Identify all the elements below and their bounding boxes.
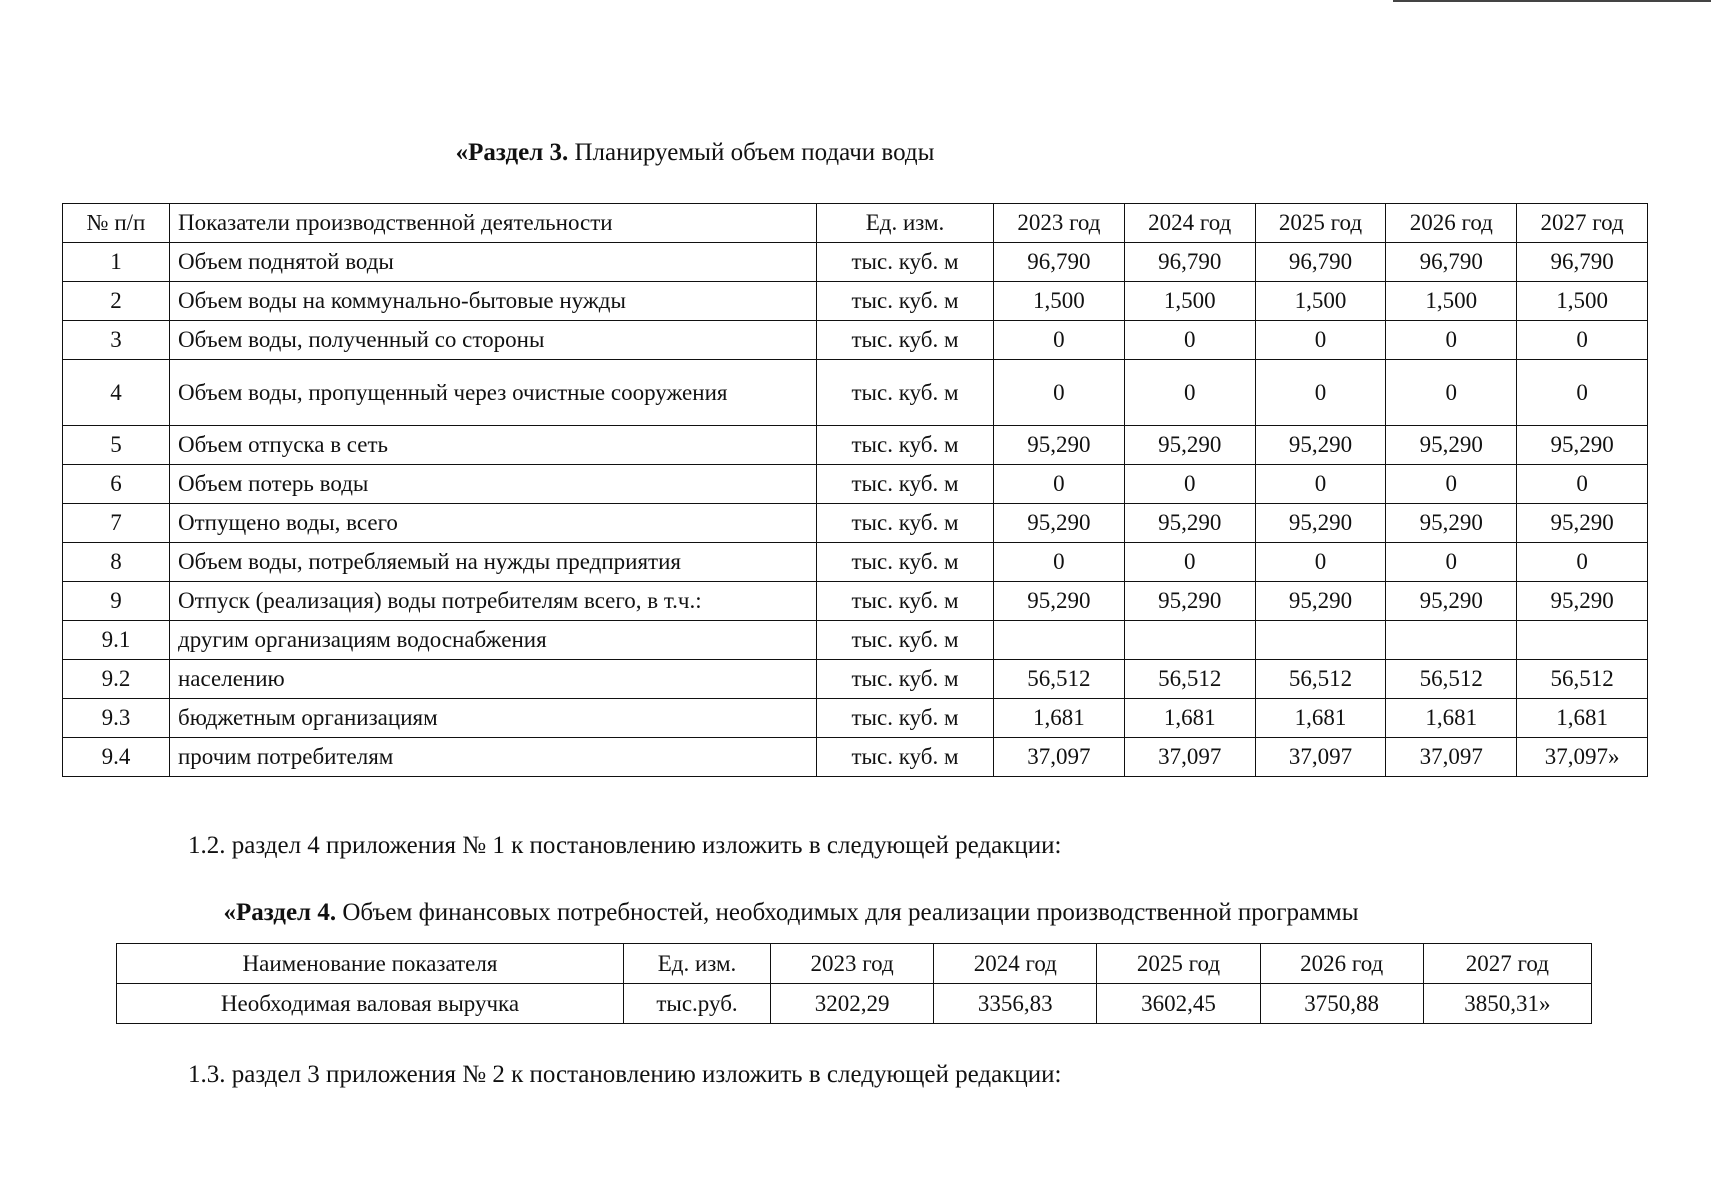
row-unit: тыс. куб. м bbox=[817, 543, 994, 582]
row-indicator-text: другим организациям водоснабжения bbox=[178, 627, 547, 652]
row-value-2023: 1,681 bbox=[994, 699, 1125, 738]
table-row bbox=[63, 738, 1648, 777]
table-header-row bbox=[117, 944, 1592, 984]
row-value-2023: 95,290 bbox=[994, 426, 1125, 465]
row-value-2027: 95,290 bbox=[1517, 504, 1648, 543]
section-4-title bbox=[0, 898, 1582, 928]
row-value-2025: 95,290 bbox=[1255, 582, 1386, 621]
table-row bbox=[63, 282, 1648, 321]
row-value-2023: 0 bbox=[994, 360, 1125, 426]
row-indicator-text: Объем воды, полученный со стороны bbox=[178, 327, 545, 352]
row-value-2025: 1,500 bbox=[1255, 282, 1386, 321]
row-value-2025: 37,097 bbox=[1255, 738, 1386, 777]
header-year-2023: 2023 год bbox=[771, 944, 934, 984]
row-value-2026: 0 bbox=[1386, 543, 1517, 582]
row-value-2024: 37,097 bbox=[1124, 738, 1255, 777]
header-year-2027: 2027 год bbox=[1423, 944, 1591, 984]
table-row bbox=[63, 504, 1648, 543]
row-value-2027: 1,681 bbox=[1517, 699, 1648, 738]
row-value-2024: 95,290 bbox=[1124, 582, 1255, 621]
row-value-2027: 95,290 bbox=[1517, 582, 1648, 621]
header-year-2027: 2027 год bbox=[1517, 204, 1648, 243]
row-unit: тыс. куб. м bbox=[817, 243, 994, 282]
row-value-2023: 1,500 bbox=[994, 282, 1125, 321]
row-value-2027: 0 bbox=[1517, 321, 1648, 360]
header-indicator: Показатели производственной деятельности bbox=[170, 204, 817, 243]
row-value-2027 bbox=[1517, 621, 1648, 660]
row-unit: тыс. куб. м bbox=[817, 660, 994, 699]
row-value-2023: 3202,29 bbox=[771, 984, 934, 1024]
header-unit: Ед. изм. bbox=[817, 204, 994, 243]
header-year-2026: 2026 год bbox=[1260, 944, 1423, 984]
paragraph-1-2: 1.2. раздел 4 приложения № 1 к постановлению изложить в следующей редакции: bbox=[188, 832, 1062, 859]
row-value-2026: 0 bbox=[1386, 321, 1517, 360]
row-value-2024: 96,790 bbox=[1124, 243, 1255, 282]
header-year-2023: 2023 год bbox=[994, 204, 1125, 243]
row-value-2025: 95,290 bbox=[1255, 426, 1386, 465]
row-value-2025: 0 bbox=[1255, 465, 1386, 504]
row-indicator bbox=[170, 360, 817, 426]
row-value-2023: 96,790 bbox=[994, 243, 1125, 282]
row-indicator bbox=[170, 504, 817, 543]
row-indicator-text: бюджетным организациям bbox=[178, 705, 438, 730]
row-value-2024: 0 bbox=[1124, 360, 1255, 426]
row-indicator-text: Объем воды на коммунально-бытовые нужды bbox=[178, 288, 626, 313]
row-indicator bbox=[170, 738, 817, 777]
water-supply-table-body bbox=[63, 243, 1648, 777]
row-num: 2 bbox=[63, 282, 170, 321]
row-unit: тыс.руб. bbox=[624, 984, 771, 1024]
row-indicator-text: Объем отпуска в сеть bbox=[178, 432, 389, 457]
row-value-2025: 95,290 bbox=[1255, 504, 1386, 543]
row-value-2025: 96,790 bbox=[1255, 243, 1386, 282]
row-value-2026: 0 bbox=[1386, 465, 1517, 504]
row-unit: тыс. куб. м bbox=[817, 738, 994, 777]
table-row bbox=[63, 360, 1648, 426]
row-value-2024: 0 bbox=[1124, 543, 1255, 582]
table-row bbox=[63, 465, 1648, 504]
row-value-2026: 0 bbox=[1386, 360, 1517, 426]
row-value-2024: 1,681 bbox=[1124, 699, 1255, 738]
table-row bbox=[63, 699, 1648, 738]
table-header-row bbox=[63, 204, 1648, 243]
header-year-2026: 2026 год bbox=[1386, 204, 1517, 243]
row-value-2026: 37,097 bbox=[1386, 738, 1517, 777]
row-indicator bbox=[170, 582, 817, 621]
row-value-2024: 1,500 bbox=[1124, 282, 1255, 321]
row-value-2024: 3356,83 bbox=[934, 984, 1097, 1024]
row-value-2026: 3750,88 bbox=[1260, 984, 1423, 1024]
row-num: 9 bbox=[63, 582, 170, 621]
row-value-2023: 95,290 bbox=[994, 504, 1125, 543]
row-value-2024: 56,512 bbox=[1124, 660, 1255, 699]
row-indicator-text: Отпущено воды, всего bbox=[178, 510, 398, 535]
row-value-2025: 56,512 bbox=[1255, 660, 1386, 699]
row-num: 9.2 bbox=[63, 660, 170, 699]
header-year-2025: 2025 год bbox=[1255, 204, 1386, 243]
header-year-2024: 2024 год bbox=[1124, 204, 1255, 243]
table-row bbox=[63, 426, 1648, 465]
row-unit: тыс. куб. м bbox=[817, 426, 994, 465]
header-year-2025: 2025 год bbox=[1097, 944, 1260, 984]
row-indicator-text: населению bbox=[178, 666, 285, 691]
row-value-2026: 95,290 bbox=[1386, 582, 1517, 621]
water-supply-table bbox=[62, 203, 1648, 777]
row-indicator-text: Отпуск (реализация) воды потребителям всего, в т.ч.: bbox=[178, 588, 702, 613]
section-4-title-rest: Объем финансовых потребностей, необходимых для реализации производственной программы bbox=[336, 899, 1359, 926]
row-value-2023: 0 bbox=[994, 321, 1125, 360]
row-value-2027: 0 bbox=[1517, 543, 1648, 582]
row-value-2026 bbox=[1386, 621, 1517, 660]
row-value-2027: 96,790 bbox=[1517, 243, 1648, 282]
row-indicator bbox=[170, 426, 817, 465]
paragraph-1-3: 1.3. раздел 3 приложения № 2 к постановлению изложить в следующей редакции: bbox=[188, 1061, 1062, 1088]
row-value-2027: 95,290 bbox=[1517, 426, 1648, 465]
row-num: 5 bbox=[63, 426, 170, 465]
row-num: 8 bbox=[63, 543, 170, 582]
row-value-2027: 1,500 bbox=[1517, 282, 1648, 321]
table-row bbox=[63, 621, 1648, 660]
row-value-2023: 0 bbox=[994, 465, 1125, 504]
row-label: Необходимая валовая выручка bbox=[117, 984, 624, 1024]
row-num: 6 bbox=[63, 465, 170, 504]
row-num: 1 bbox=[63, 243, 170, 282]
row-value-2027: 0 bbox=[1517, 465, 1648, 504]
row-value-2024: 0 bbox=[1124, 321, 1255, 360]
table-row bbox=[63, 321, 1648, 360]
row-value-2026: 95,290 bbox=[1386, 504, 1517, 543]
row-value-2024: 95,290 bbox=[1124, 504, 1255, 543]
row-value-2026: 95,290 bbox=[1386, 426, 1517, 465]
table-row bbox=[63, 543, 1648, 582]
header-indicator-name: Наименование показателя bbox=[117, 944, 624, 984]
row-indicator bbox=[170, 621, 817, 660]
header-num: № п/п bbox=[63, 204, 170, 243]
row-unit: тыс. куб. м bbox=[817, 699, 994, 738]
header-unit: Ед. изм. bbox=[624, 944, 771, 984]
row-value-2027: 0 bbox=[1517, 360, 1648, 426]
row-value-2024 bbox=[1124, 621, 1255, 660]
row-value-2024: 95,290 bbox=[1124, 426, 1255, 465]
row-indicator-text: Объем воды, пропущенный через очистные сооружения bbox=[178, 379, 728, 405]
row-value-2025: 0 bbox=[1255, 360, 1386, 426]
row-unit: тыс. куб. м bbox=[817, 282, 994, 321]
row-indicator-text: Объем поднятой воды bbox=[178, 249, 394, 274]
row-value-2026: 56,512 bbox=[1386, 660, 1517, 699]
section-3-title-bold: «Раздел 3. bbox=[455, 139, 569, 166]
row-value-2023: 0 bbox=[994, 543, 1125, 582]
scan-edge-line bbox=[1393, 0, 1711, 2]
row-unit: тыс. куб. м bbox=[817, 582, 994, 621]
row-value-2026: 1,500 bbox=[1386, 282, 1517, 321]
row-indicator bbox=[170, 543, 817, 582]
row-unit: тыс. куб. м bbox=[817, 621, 994, 660]
row-value-2026: 1,681 bbox=[1386, 699, 1517, 738]
row-indicator bbox=[170, 282, 817, 321]
row-num: 4 bbox=[63, 360, 170, 426]
table-row bbox=[63, 582, 1648, 621]
row-indicator bbox=[170, 465, 817, 504]
row-num: 9.3 bbox=[63, 699, 170, 738]
row-indicator bbox=[170, 699, 817, 738]
row-indicator-text: Объем потерь воды bbox=[178, 471, 369, 496]
row-value-2025: 1,681 bbox=[1255, 699, 1386, 738]
section-4-title-bold: «Раздел 4. bbox=[223, 899, 337, 926]
section-3-title-rest: Планируемый объем подачи воды bbox=[568, 139, 935, 166]
row-value-2027: 56,512 bbox=[1517, 660, 1648, 699]
row-value-2027: 3850,31» bbox=[1423, 984, 1591, 1024]
row-value-2023: 95,290 bbox=[994, 582, 1125, 621]
row-indicator-text: Объем воды, потребляемый на нужды предприятия bbox=[178, 549, 681, 574]
table-row bbox=[63, 243, 1648, 282]
row-value-2023 bbox=[994, 621, 1125, 660]
header-year-2024: 2024 год bbox=[934, 944, 1097, 984]
row-value-2024: 0 bbox=[1124, 465, 1255, 504]
row-unit: тыс. куб. м bbox=[817, 321, 994, 360]
table-row bbox=[117, 984, 1592, 1024]
row-indicator bbox=[170, 243, 817, 282]
row-value-2025: 0 bbox=[1255, 321, 1386, 360]
row-value-2025 bbox=[1255, 621, 1386, 660]
section-3-title bbox=[0, 138, 1390, 168]
row-value-2023: 56,512 bbox=[994, 660, 1125, 699]
financial-needs-table bbox=[116, 943, 1592, 1024]
row-num: 7 bbox=[63, 504, 170, 543]
row-unit: тыс. куб. м bbox=[817, 504, 994, 543]
row-num: 9.1 bbox=[63, 621, 170, 660]
row-value-2025: 0 bbox=[1255, 543, 1386, 582]
row-indicator bbox=[170, 660, 817, 699]
row-indicator-text: прочим потребителям bbox=[178, 744, 394, 769]
row-value-2025: 3602,45 bbox=[1097, 984, 1260, 1024]
row-num: 9.4 bbox=[63, 738, 170, 777]
row-value-2027: 37,097» bbox=[1517, 738, 1648, 777]
table-row bbox=[63, 660, 1648, 699]
row-unit: тыс. куб. м bbox=[817, 465, 994, 504]
row-value-2023: 37,097 bbox=[994, 738, 1125, 777]
row-num: 3 bbox=[63, 321, 170, 360]
row-indicator bbox=[170, 321, 817, 360]
row-value-2026: 96,790 bbox=[1386, 243, 1517, 282]
row-unit: тыс. куб. м bbox=[817, 360, 994, 426]
